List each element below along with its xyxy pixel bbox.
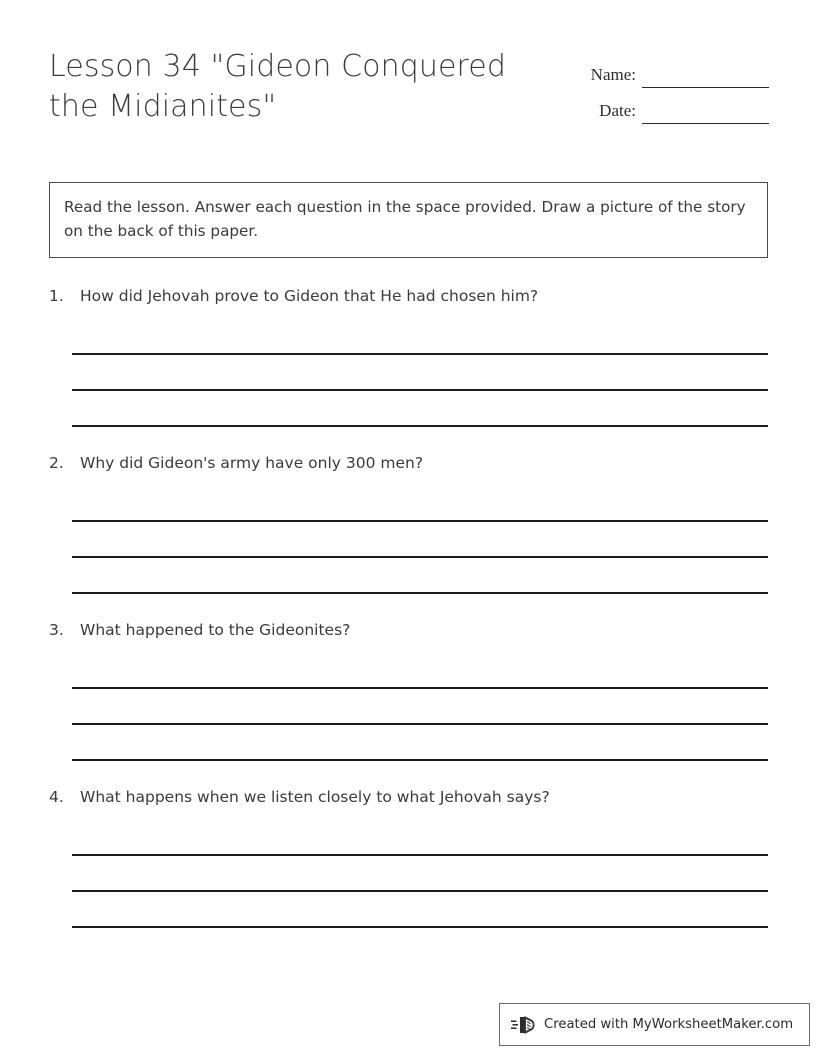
question-number: 1. (49, 287, 64, 305)
megaphone-icon (511, 1013, 537, 1037)
question-heading (49, 452, 768, 474)
answer-line[interactable] (72, 834, 768, 856)
question-number: 4. (49, 788, 64, 806)
created-with-label: Created with MyWorksheetMaker.com (544, 1016, 794, 1032)
answer-line[interactable] (72, 355, 768, 391)
answer-line[interactable] (72, 667, 768, 689)
question-heading (49, 285, 768, 307)
answer-line[interactable] (72, 689, 768, 725)
answer-line[interactable] (72, 892, 768, 928)
question-number: 2. (49, 454, 64, 472)
question-text: What happens when we listen closely to what Jehovah says? (80, 788, 550, 806)
name-input-line[interactable] (642, 66, 769, 88)
answer-line[interactable] (72, 558, 768, 594)
question-item (49, 786, 768, 953)
answer-lines (72, 667, 768, 761)
page-title: Lesson 34 "Gideon Conquered the Midianites" (49, 49, 516, 124)
answer-line[interactable] (72, 333, 768, 355)
date-field-row (479, 88, 769, 124)
date-field-label: Date: (599, 101, 636, 120)
answer-line[interactable] (72, 500, 768, 522)
answer-line[interactable] (72, 725, 768, 761)
questions-list (49, 285, 768, 953)
answer-line[interactable] (72, 856, 768, 892)
question-text: What happened to the Gideonites? (80, 621, 351, 639)
name-field-row (479, 52, 769, 88)
instructions-box (49, 182, 768, 258)
worksheet-header (49, 47, 769, 142)
question-item (49, 619, 768, 786)
question-text: How did Jehovah prove to Gideon that He had chosen him? (80, 287, 539, 305)
question-number: 3. (49, 621, 64, 639)
name-field-label: Name: (590, 65, 636, 84)
question-item (49, 285, 768, 452)
answer-lines (72, 333, 768, 427)
instructions-text: Read the lesson. Answer each question in the space provided. Draw a picture of the story on the back of this paper. (64, 198, 751, 240)
question-heading (49, 786, 768, 808)
date-input-line[interactable] (642, 102, 769, 124)
question-heading (49, 619, 768, 641)
answer-lines (72, 500, 768, 594)
answer-line[interactable] (72, 522, 768, 558)
question-item (49, 452, 768, 619)
answer-line[interactable] (72, 391, 768, 427)
question-text: Why did Gideon's army have only 300 men? (80, 454, 424, 472)
name-date-fields (479, 52, 769, 124)
created-with-badge[interactable] (499, 1003, 810, 1046)
answer-lines (72, 834, 768, 928)
